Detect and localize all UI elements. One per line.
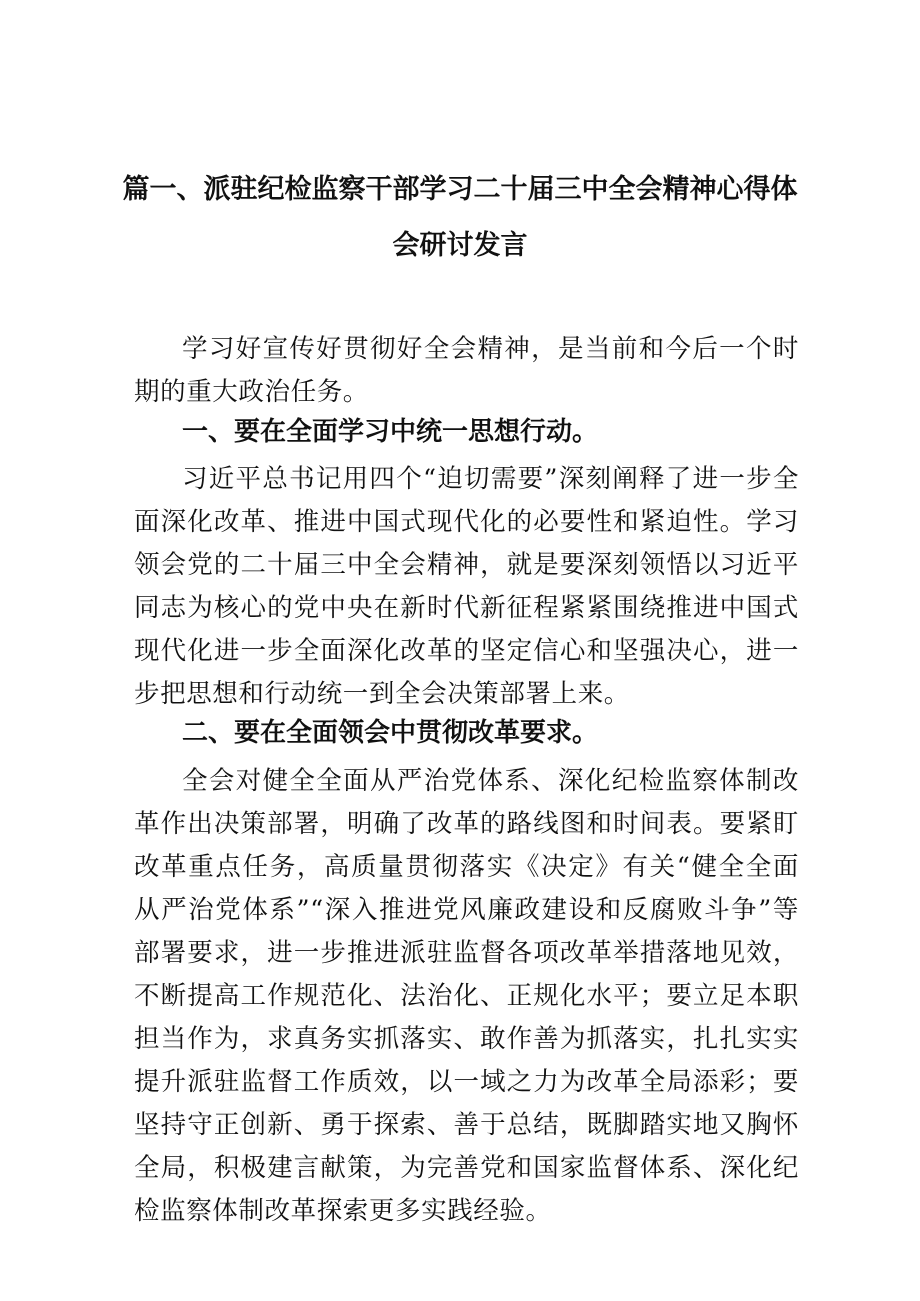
section-1-paragraph: 习近平总书记用四个“迫切需要”深刻阐释了进一步全面深化改革、推进中国式现代化的必要性和紧迫性。学习领会党的二十届三中全会精神，就是要深刻领悟以习近平同志为核心的党中央在新时代新征程紧紧围绕推进中国式现代化进一步全面深化改革的坚定信心和坚强决心，进一步把思想和行动统一到全会决策部署上来。 xyxy=(134,464,799,709)
intro-paragraph: 学习好宣传好贯彻好全会精神，是当前和今后一个时期的重大政治任务。 xyxy=(134,334,799,407)
section-1-heading: 一、要在全面学习中统一思想行动。 xyxy=(182,417,599,447)
section-2-paragraph: 全会对健全全面从严治党体系、深化纪检监察体制改革作出决策部署，明确了改革的路线图和时间表。要紧盯改革重点任务，高质量贯彻落实《决定》有关“健全全面从严治党体系”“深入推进党风廉政建设和反腐败斗争”等部署要求，进一步推进派驻监督各项改革举措落地见效，不断提高工作规范化、法治化、正规化水平；要立足本职担当作为，求真务实抓落实、敢作善为抓落实，扎扎实实提升派驻监督工作质效，以一域之力为改革全局添彩；要坚持守正创新、勇于探索、善于总结，既脚踏实地又胸怀全局，积极建言献策，为完善党和国家监督体系、深化纪检监察体制改革探索更多实践经验。 xyxy=(134,766,799,1226)
document-title-line-1: 篇一、派驻纪检监察干部学习二十届三中全会精神心得体 xyxy=(122,174,798,205)
document-title-line-2: 会研讨发言 xyxy=(392,230,528,261)
section-2-heading: 二、要在全面领会中贯彻改革要求。 xyxy=(182,718,599,748)
